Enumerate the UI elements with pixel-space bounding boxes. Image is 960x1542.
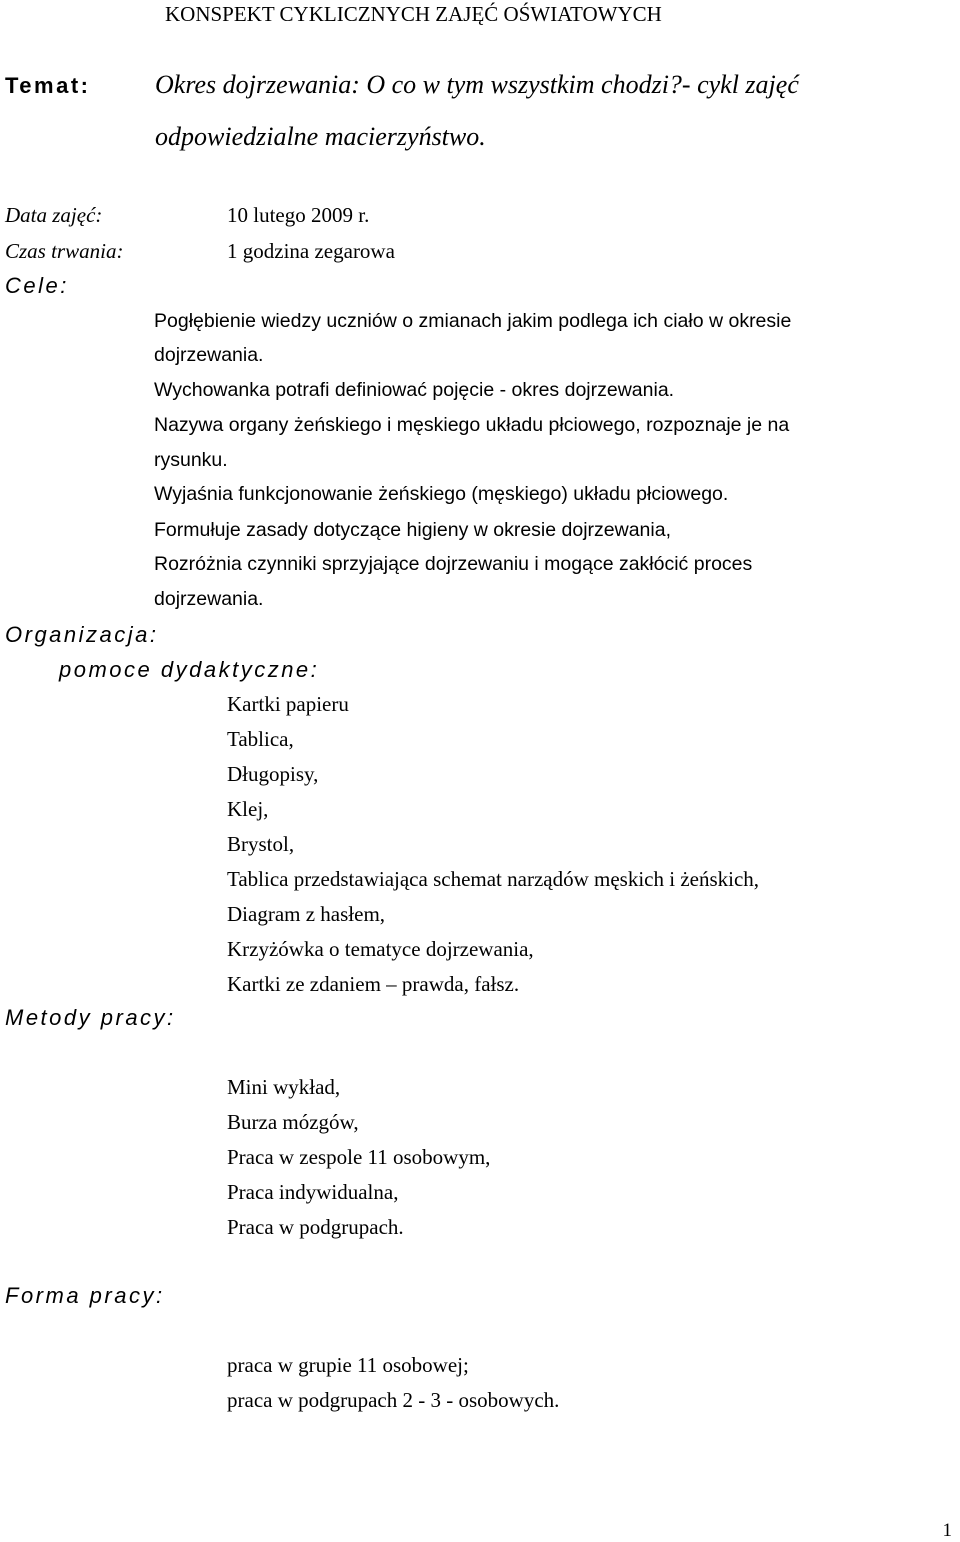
- goal-line: Formułuje zasady dotyczące higieny w okresie dojrzewania,: [154, 519, 671, 541]
- duration-value: 1 godzina zegarowa: [227, 239, 395, 263]
- goal-line: Wychowanka potrafi definiować pojęcie - okres dojrzewania.: [154, 379, 675, 401]
- date-value: 10 lutego 2009 r.: [227, 203, 370, 227]
- teaching-aid-item: Brystol,: [227, 832, 295, 856]
- form-label: Forma pracy:: [5, 1283, 165, 1308]
- organization-label: Organizacja:: [5, 622, 159, 647]
- methods-label: Metody pracy:: [5, 1005, 176, 1030]
- teaching-aid-item: Tablica przedstawiająca schemat narządów męskich i żeńskich,: [227, 867, 760, 891]
- date-label: Data zajęć:: [5, 203, 103, 227]
- topic-label: Temat:: [5, 73, 91, 98]
- teaching-aid-item: Kartki papieru: [227, 692, 349, 716]
- goal-line: Rozróżnia czynniki sprzyjające dojrzewaniu i mogące zakłócić proces: [154, 553, 753, 575]
- topic-line-2: odpowiedzialne macierzyństwo.: [155, 122, 486, 151]
- form-item: praca w podgrupach 2 - 3 - osobowych.: [227, 1388, 560, 1412]
- teaching-aid-item: Diagram z hasłem,: [227, 902, 386, 926]
- page-number: 1: [942, 1520, 952, 1541]
- method-item: Burza mózgów,: [227, 1110, 359, 1134]
- goal-line: dojrzewania.: [154, 588, 264, 610]
- goal-line: Wyjaśnia funkcjonowanie żeńskiego (męskiego) układu płciowego.: [154, 483, 729, 505]
- method-item: Praca w zespole 11 osobowym,: [227, 1145, 491, 1169]
- goals-label: Cele:: [5, 273, 69, 298]
- teaching-aid-item: Krzyżówka o tematyce dojrzewania,: [227, 937, 534, 961]
- teaching-aid-item: Klej,: [227, 797, 269, 821]
- teaching-aid-item: Kartki ze zdaniem – prawda, fałsz.: [227, 972, 520, 996]
- goal-line: Nazywa organy żeńskiego i męskiego układu płciowego, rozpoznaje je na: [154, 414, 790, 436]
- teaching-aids-label: pomoce dydaktyczne:: [59, 657, 320, 682]
- teaching-aid-item: Długopisy,: [227, 762, 319, 786]
- document-title: KONSPEKT CYKLICZNYCH ZAJĘĆ OŚWIATOWYCH: [165, 2, 662, 26]
- goal-line: rysunku.: [154, 449, 228, 471]
- method-item: Mini wykład,: [227, 1075, 341, 1099]
- duration-label: Czas trwania:: [5, 239, 124, 263]
- method-item: Praca indywidualna,: [227, 1180, 399, 1204]
- method-item: Praca w podgrupach.: [227, 1215, 404, 1239]
- teaching-aid-item: Tablica,: [227, 727, 294, 751]
- goal-line: Pogłębienie wiedzy uczniów o zmianach jakim podlega ich ciało w okresie: [154, 310, 792, 332]
- form-item: praca w grupie 11 osobowej;: [227, 1353, 469, 1377]
- topic-line-1: Okres dojrzewania: O co w tym wszystkim chodzi?- cykl zajęć: [155, 70, 799, 99]
- goal-line: dojrzewania.: [154, 344, 264, 366]
